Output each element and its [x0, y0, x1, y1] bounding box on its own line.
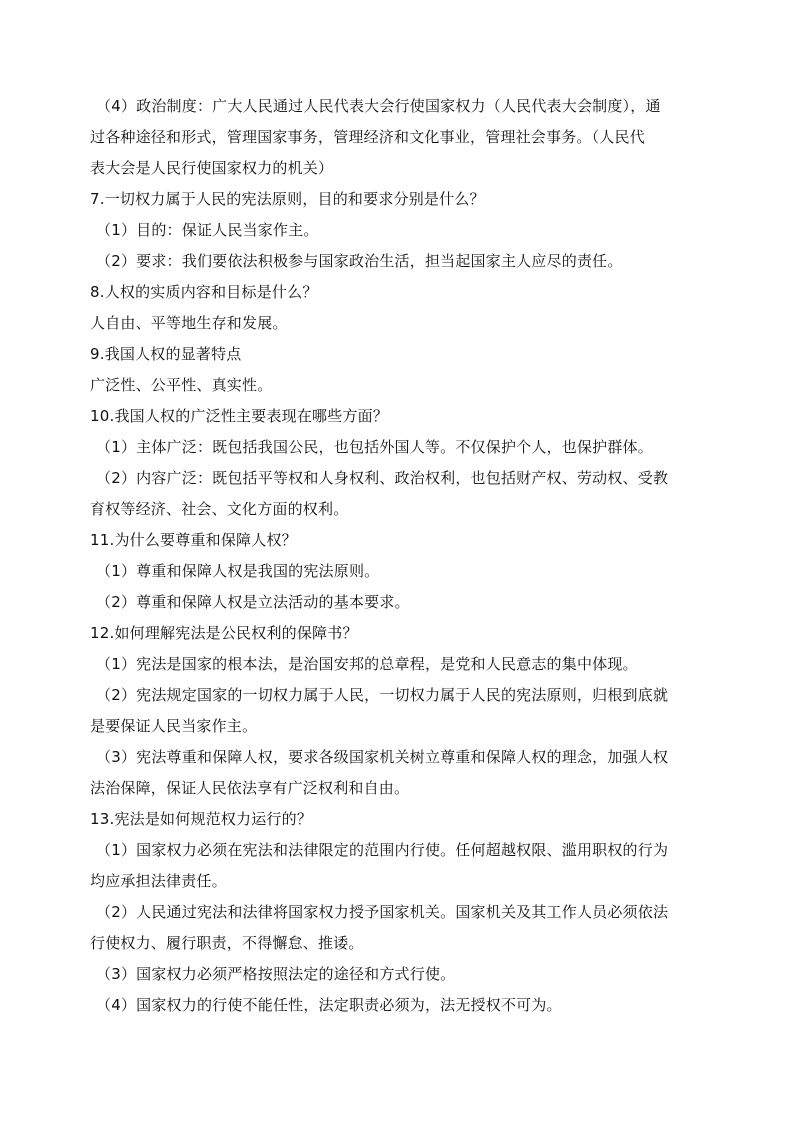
answer-line: （1）主体广泛：既包括我国公民，也包括外国人等。不仅保护个人，也保护群体。: [96, 438, 653, 456]
answer-line: （2）要求：我们要依法积极参与国家政治生活，担当起国家主人应尽的责任。: [96, 252, 623, 270]
paragraph-line: 过各种途径和形式，管理国家事务，管理经济和文化事业，管理社会事务。（人民代: [90, 128, 645, 146]
question-heading: 7.一切权力属于人民的宪法原则，目的和要求分别是什么？: [90, 190, 485, 208]
answer-line: 法治保障，保证人民依法享有广泛权利和自由。: [90, 779, 410, 797]
answer-line: 行使权力、履行职责，不得懈怠、推诿。: [90, 934, 364, 952]
paragraph-line: 表大会是人民行使国家权力的机关）: [90, 159, 334, 177]
question-heading: 13.宪法是如何规范权力运行的？: [90, 810, 313, 828]
answer-line: （2）宪法规定国家的一切权力属于人民，一切权力属于人民的宪法原则，归根到底就: [96, 686, 669, 704]
question-heading: 9.我国人权的显著特点: [90, 345, 242, 363]
answer-line: （1）宪法是国家的根本法，是治国安邦的总章程，是党和人民意志的集中体现。: [96, 655, 638, 673]
answer-line: 均应承担法律责任。: [90, 872, 227, 890]
question-heading: 8.人权的实质内容和目标是什么？: [90, 283, 318, 301]
answer-line: 是要保证人民当家作主。: [90, 717, 258, 735]
paragraph-line: （4）政治制度：广大人民通过人民代表大会行使国家权力（人民代表大会制度），通: [96, 97, 661, 115]
answer-line: （2）尊重和保障人权是立法活动的基本要求。: [96, 593, 410, 611]
answer-line: （1）尊重和保障人权是我国的宪法原则。: [96, 562, 380, 580]
answer-line: （2）人民通过宪法和法律将国家权力授予国家机关。国家机关及其工作人员必须依法: [96, 903, 669, 921]
question-heading: 12.如何理解宪法是公民权利的保障书？: [90, 624, 358, 642]
answer-line: （4）国家权力的行使不能任性，法定职责必须为，法无授权不可为。: [96, 996, 562, 1014]
answer-line: （1）目的：保证人民当家作主。: [96, 221, 319, 239]
answer-line: （2）内容广泛：既包括平等权和人身权利、政治权利，也包括财产权、劳动权、受教: [96, 469, 669, 487]
question-heading: 11.为什么要尊重和保障人权？: [90, 531, 297, 549]
answer-line: （1）国家权力必须在宪法和法律限定的范围内行使。任何超越权限、滥用职权的行为: [96, 841, 669, 859]
answer-line: （3）宪法尊重和保障人权，要求各级国家机关树立尊重和保障人权的理念，加强人权: [96, 748, 669, 766]
answer-line: 广泛性、公平性、真实性。: [90, 376, 273, 394]
answer-line: 育权等经济、社会、文化方面的权利。: [90, 500, 349, 518]
answer-line: 人自由、平等地生存和发展。: [90, 314, 288, 332]
answer-line: （3）国家权力必须严格按照法定的途径和方式行使。: [96, 965, 456, 983]
question-heading: 10.我国人权的广泛性主要表现在哪些方面？: [90, 407, 389, 425]
